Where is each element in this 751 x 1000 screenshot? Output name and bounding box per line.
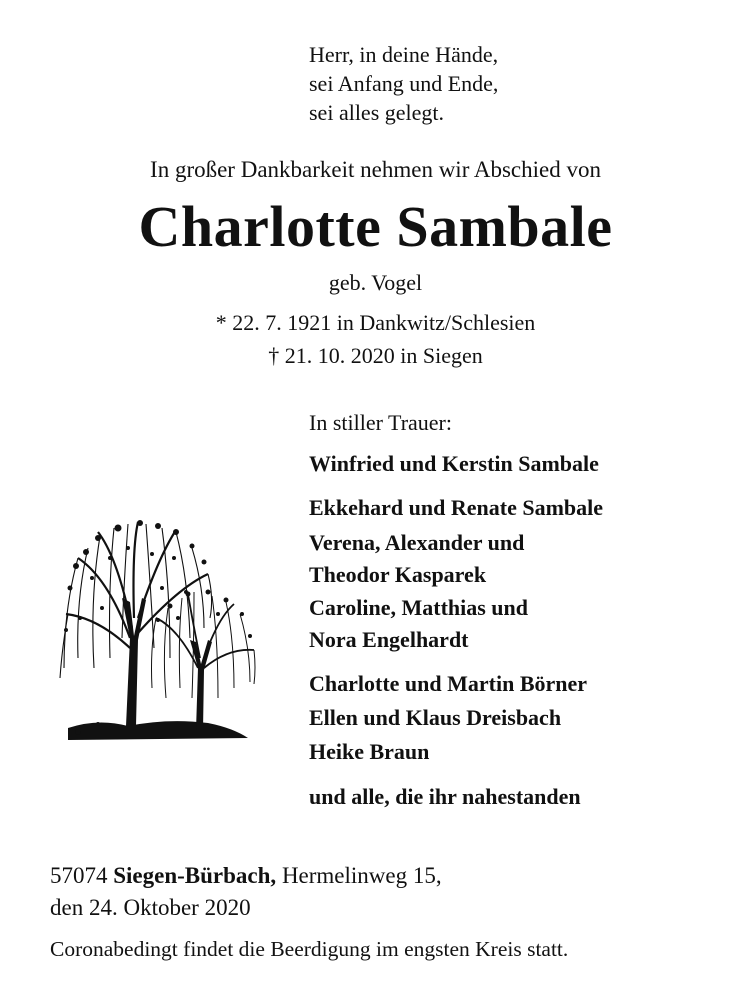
birth-name: geb. Vogel xyxy=(328,270,423,295)
death-date: † 21. 10. 2020 in Siegen xyxy=(268,343,483,368)
mourner-line: Ellen und Klaus Dreisbach xyxy=(309,705,562,730)
mourner-line: Caroline, Matthias und xyxy=(309,595,529,620)
intro-text: In großer Dankbarkeit nehmen wir Abschied von xyxy=(150,157,601,182)
weeping-willow-trees-icon xyxy=(58,518,258,743)
mourners-heading: In stiller Trauer: xyxy=(309,410,452,435)
funeral-note: Coronabedingt findet die Beerdigung im engsten Kreis statt. xyxy=(50,937,569,961)
place: Siegen-Bürbach, xyxy=(113,863,277,888)
date-line: den 24. Oktober 2020 xyxy=(50,895,251,920)
mourner-line: Charlotte und Martin Börner xyxy=(309,671,588,696)
verse-line: sei alles gelegt. xyxy=(309,100,445,125)
mourner-line: und alle, die ihr nahestanden xyxy=(309,784,581,809)
mourner-line: Heike Braun xyxy=(309,739,430,764)
verse-line: sei Anfang und Ende, xyxy=(309,71,499,96)
verse xyxy=(309,40,498,127)
deceased-name: Charlotte Sambale xyxy=(138,194,613,259)
mourner-line: Nora Engelhardt xyxy=(309,627,469,652)
mourner-line: Winfried und Kerstin Sambale xyxy=(309,451,599,476)
mourner-line: Verena, Alexander und xyxy=(309,530,525,555)
street: Hermelinweg 15, xyxy=(281,863,442,888)
mourner-line: Ekkehard und Renate Sambale xyxy=(309,495,604,520)
birth-date: * 22. 7. 1921 in Dankwitz/Schlesien xyxy=(215,310,536,335)
mourner-line: Theodor Kasparek xyxy=(309,562,487,587)
address-line xyxy=(50,863,442,889)
verse-line: Herr, in deine Hände, xyxy=(309,42,499,67)
postcode: 57074 xyxy=(50,863,108,888)
